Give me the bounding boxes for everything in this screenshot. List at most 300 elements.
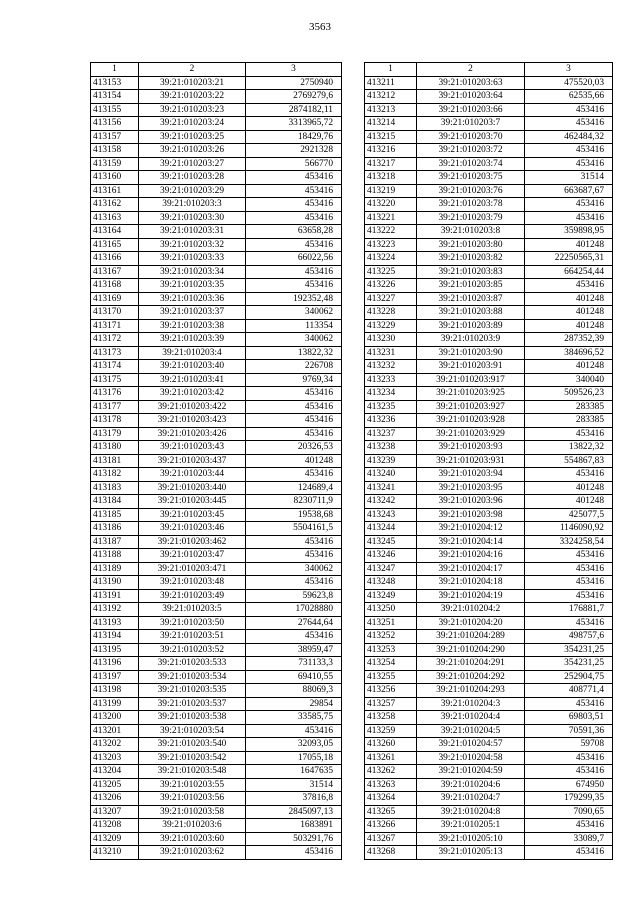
cell-value: 453416 (246, 468, 342, 482)
table-row (91, 819, 342, 833)
table-row (91, 657, 342, 671)
header-col-1: 1 (91, 63, 139, 77)
table-row (91, 103, 342, 117)
table-row (365, 306, 613, 320)
table-left (90, 62, 342, 860)
cell-cadastral-id: 39:21:010204:4 (417, 711, 525, 725)
cell-value: 59708 (525, 738, 613, 752)
table-row (91, 279, 342, 293)
table-row (91, 319, 342, 333)
cell-number: 413176 (91, 387, 139, 401)
cell-cadastral-id: 39:21:010204:57 (417, 738, 525, 752)
table-row (365, 643, 613, 657)
cell-cadastral-id: 39:21:010203:80 (417, 238, 525, 252)
cell-cadastral-id: 39:21:010204:8 (417, 805, 525, 819)
table-row (365, 279, 613, 293)
cell-cadastral-id: 39:21:010203:66 (417, 103, 525, 117)
cell-number: 413252 (365, 630, 417, 644)
cell-cadastral-id: 39:21:010203:48 (139, 576, 246, 590)
cell-number: 413174 (91, 360, 139, 374)
cell-value: 453416 (525, 846, 613, 860)
table-row (91, 76, 342, 90)
cell-cadastral-id: 39:21:010203:75 (417, 171, 525, 185)
cell-cadastral-id: 39:21:010205:13 (417, 846, 525, 860)
cell-value: 401248 (525, 481, 613, 495)
header-col-2: 2 (139, 63, 246, 77)
cell-cadastral-id: 39:21:010203:462 (139, 535, 246, 549)
table-row (91, 265, 342, 279)
cell-cadastral-id: 39:21:010203:79 (417, 211, 525, 225)
cell-cadastral-id: 39:21:010203:5 (139, 603, 246, 617)
cell-cadastral-id: 39:21:010203:28 (139, 171, 246, 185)
cell-cadastral-id: 39:21:010203:83 (417, 265, 525, 279)
table-row (365, 319, 613, 333)
cell-cadastral-id: 39:21:010203:548 (139, 765, 246, 779)
table-row (365, 400, 613, 414)
cell-cadastral-id: 39:21:010203:54 (139, 724, 246, 738)
cell-value: 509526,23 (525, 387, 613, 401)
cell-number: 413251 (365, 616, 417, 630)
cell-number: 413165 (91, 238, 139, 252)
cell-value: 453416 (246, 630, 342, 644)
cell-value: 1647635 (246, 765, 342, 779)
cell-cadastral-id: 39:21:010203:931 (417, 454, 525, 468)
cell-cadastral-id: 39:21:010204:3 (417, 697, 525, 711)
cell-cadastral-id: 39:21:010203:538 (139, 711, 246, 725)
cell-number: 413188 (91, 549, 139, 563)
table-row (365, 846, 613, 860)
cell-number: 413228 (365, 306, 417, 320)
cell-value: 32093,05 (246, 738, 342, 752)
table-row (91, 697, 342, 711)
cell-value: 179299,35 (525, 792, 613, 806)
cell-value: 453416 (525, 549, 613, 563)
table-row (91, 738, 342, 752)
cell-cadastral-id: 39:21:010203:440 (139, 481, 246, 495)
cell-number: 413253 (365, 643, 417, 657)
cell-number: 413191 (91, 589, 139, 603)
cell-value: 31514 (246, 778, 342, 792)
cell-cadastral-id: 39:21:010203:42 (139, 387, 246, 401)
cell-cadastral-id: 39:21:010203:8 (417, 225, 525, 239)
cell-value: 226708 (246, 360, 342, 374)
table-row (91, 481, 342, 495)
cell-number: 413154 (91, 90, 139, 104)
table-row (91, 468, 342, 482)
table-row (91, 184, 342, 198)
cell-number: 413182 (91, 468, 139, 482)
table-row (365, 522, 613, 536)
cell-value: 453416 (525, 765, 613, 779)
table-row (91, 333, 342, 347)
cell-number: 413184 (91, 495, 139, 509)
table-row (91, 549, 342, 563)
table-row (365, 832, 613, 846)
cell-cadastral-id: 39:21:010203:60 (139, 832, 246, 846)
cell-value: 70591,36 (525, 724, 613, 738)
table-row (365, 792, 613, 806)
cell-cadastral-id: 39:21:010203:47 (139, 549, 246, 563)
table-row (91, 427, 342, 441)
cell-cadastral-id: 39:21:010204:289 (417, 630, 525, 644)
cell-cadastral-id: 39:21:010204:14 (417, 535, 525, 549)
table-row (365, 211, 613, 225)
cell-value: 453416 (246, 427, 342, 441)
cell-number: 413167 (91, 265, 139, 279)
table-row (365, 333, 613, 347)
table-row (91, 670, 342, 684)
cell-number: 413180 (91, 441, 139, 455)
cell-number: 413261 (365, 751, 417, 765)
cell-value: 5504161,5 (246, 522, 342, 536)
table-row (91, 238, 342, 252)
table-row (365, 441, 613, 455)
cell-value: 19538,68 (246, 508, 342, 522)
cell-number: 413233 (365, 373, 417, 387)
cell-number: 413218 (365, 171, 417, 185)
cell-cadastral-id: 39:21:010203:537 (139, 697, 246, 711)
table-row (91, 211, 342, 225)
cell-value: 453416 (525, 427, 613, 441)
cell-number: 413232 (365, 360, 417, 374)
table-row (365, 481, 613, 495)
cell-cadastral-id: 39:21:010203:33 (139, 252, 246, 266)
cell-value: 453416 (246, 724, 342, 738)
table-row (365, 765, 613, 779)
table-row (365, 589, 613, 603)
cell-number: 413245 (365, 535, 417, 549)
cell-number: 413166 (91, 252, 139, 266)
cell-value: 401248 (525, 319, 613, 333)
cell-number: 413177 (91, 400, 139, 414)
cell-value: 401248 (525, 292, 613, 306)
cell-number: 413226 (365, 279, 417, 293)
cell-number: 413179 (91, 427, 139, 441)
cell-cadastral-id: 39:21:010203:85 (417, 279, 525, 293)
cell-cadastral-id: 39:21:010203:39 (139, 333, 246, 347)
cell-cadastral-id: 39:21:010204:6 (417, 778, 525, 792)
cell-cadastral-id: 39:21:010203:535 (139, 684, 246, 698)
table-row (365, 414, 613, 428)
table-row (91, 751, 342, 765)
cell-number: 413198 (91, 684, 139, 698)
table-row (91, 603, 342, 617)
cell-cadastral-id: 39:21:010203:50 (139, 616, 246, 630)
cell-cadastral-id: 39:21:010203:24 (139, 117, 246, 131)
cell-number: 413209 (91, 832, 139, 846)
table-row (365, 616, 613, 630)
cell-number: 413213 (365, 103, 417, 117)
cell-value: 453416 (525, 751, 613, 765)
cell-cadastral-id: 39:21:010203:56 (139, 792, 246, 806)
cell-value: 2769279,6 (246, 90, 342, 104)
cell-value: 192352,48 (246, 292, 342, 306)
table-row (365, 751, 613, 765)
cell-number: 413163 (91, 211, 139, 225)
cell-value: 2750940 (246, 76, 342, 90)
cell-number: 413265 (365, 805, 417, 819)
cell-number: 413224 (365, 252, 417, 266)
cell-number: 413178 (91, 414, 139, 428)
cell-number: 413227 (365, 292, 417, 306)
cell-value: 401248 (525, 360, 613, 374)
cell-cadastral-id: 39:21:010203:27 (139, 157, 246, 171)
cell-cadastral-id: 39:21:010203:51 (139, 630, 246, 644)
cell-value: 453416 (525, 697, 613, 711)
cell-number: 413210 (91, 846, 139, 860)
cell-value: 176881,7 (525, 603, 613, 617)
cell-cadastral-id: 39:21:010204:291 (417, 657, 525, 671)
cell-cadastral-id: 39:21:010203:41 (139, 373, 246, 387)
table-row (91, 130, 342, 144)
table-row (365, 144, 613, 158)
cell-number: 413223 (365, 238, 417, 252)
cell-cadastral-id: 39:21:010203:9 (417, 333, 525, 347)
cell-value: 69410,55 (246, 670, 342, 684)
cell-value: 453416 (246, 211, 342, 225)
table-row (91, 252, 342, 266)
table-row (91, 535, 342, 549)
table-header-row (365, 63, 613, 77)
cell-number: 413193 (91, 616, 139, 630)
cell-cadastral-id: 39:21:010203:88 (417, 306, 525, 320)
cell-cadastral-id: 39:21:010203:91 (417, 360, 525, 374)
page-number: 3563 (309, 21, 331, 33)
cell-value: 425077,5 (525, 508, 613, 522)
cell-value: 453416 (246, 846, 342, 860)
cell-number: 413196 (91, 657, 139, 671)
cell-number: 413221 (365, 211, 417, 225)
table-row (91, 171, 342, 185)
cell-value: 1146090,92 (525, 522, 613, 536)
cell-number: 413220 (365, 198, 417, 212)
cell-value: 8230711,9 (246, 495, 342, 509)
cell-cadastral-id: 39:21:010203:23 (139, 103, 246, 117)
cell-value: 453416 (246, 198, 342, 212)
cell-value: 88069,3 (246, 684, 342, 698)
table-row (365, 468, 613, 482)
cell-cadastral-id: 39:21:010203:70 (417, 130, 525, 144)
table-row (365, 130, 613, 144)
cell-cadastral-id: 39:21:010203:55 (139, 778, 246, 792)
table-row (91, 643, 342, 657)
cell-value: 13822,32 (246, 346, 342, 360)
cell-number: 413190 (91, 576, 139, 590)
cell-value: 13822,32 (525, 441, 613, 455)
cell-cadastral-id: 39:21:010203:422 (139, 400, 246, 414)
cell-cadastral-id: 39:21:010204:17 (417, 562, 525, 576)
cell-value: 3313965,72 (246, 117, 342, 131)
cell-number: 413202 (91, 738, 139, 752)
cell-value: 283385 (525, 414, 613, 428)
cell-value: 340040 (525, 373, 613, 387)
cell-cadastral-id: 39:21:010203:540 (139, 738, 246, 752)
cell-value: 340062 (246, 562, 342, 576)
cell-cadastral-id: 39:21:010203:72 (417, 144, 525, 158)
table-row (365, 292, 613, 306)
cell-cadastral-id: 39:21:010203:26 (139, 144, 246, 158)
table-row (365, 171, 613, 185)
cell-value: 664254,44 (525, 265, 613, 279)
cell-cadastral-id: 39:21:010203:36 (139, 292, 246, 306)
cell-cadastral-id: 39:21:010203:90 (417, 346, 525, 360)
cell-value: 453416 (246, 414, 342, 428)
cell-cadastral-id: 39:21:010203:46 (139, 522, 246, 536)
table-row (365, 657, 613, 671)
cell-number: 413243 (365, 508, 417, 522)
table-row (365, 711, 613, 725)
cell-cadastral-id: 39:21:010203:30 (139, 211, 246, 225)
table-row (365, 387, 613, 401)
cell-cadastral-id: 39:21:010205:10 (417, 832, 525, 846)
cell-number: 413238 (365, 441, 417, 455)
table-row (365, 184, 613, 198)
cell-cadastral-id: 39:21:010203:534 (139, 670, 246, 684)
cell-number: 413214 (365, 117, 417, 131)
cell-number: 413249 (365, 589, 417, 603)
cell-number: 413211 (365, 76, 417, 90)
cell-number: 413162 (91, 198, 139, 212)
table-row (91, 805, 342, 819)
cell-number: 413260 (365, 738, 417, 752)
table-row (91, 630, 342, 644)
cell-value: 453416 (525, 117, 613, 131)
table-row (91, 400, 342, 414)
cell-value: 2845097,13 (246, 805, 342, 819)
cell-cadastral-id: 39:21:010203:3 (139, 198, 246, 212)
cell-value: 29854 (246, 697, 342, 711)
cell-number: 413230 (365, 333, 417, 347)
cell-cadastral-id: 39:21:010204:290 (417, 643, 525, 657)
table-row (365, 90, 613, 104)
table-row (365, 630, 613, 644)
cell-number: 413170 (91, 306, 139, 320)
cell-cadastral-id: 39:21:010203:38 (139, 319, 246, 333)
cell-number: 413173 (91, 346, 139, 360)
cell-number: 413169 (91, 292, 139, 306)
cell-value: 663687,67 (525, 184, 613, 198)
table-row (365, 252, 613, 266)
cell-value: 1683891 (246, 819, 342, 833)
table-row (365, 738, 613, 752)
cell-cadastral-id: 39:21:010204:293 (417, 684, 525, 698)
cell-cadastral-id: 39:21:010203:98 (417, 508, 525, 522)
cell-number: 413186 (91, 522, 139, 536)
cell-cadastral-id: 39:21:010203:76 (417, 184, 525, 198)
cell-value: 62535,66 (525, 90, 613, 104)
table-row (365, 346, 613, 360)
cell-number: 413212 (365, 90, 417, 104)
cell-number: 413168 (91, 279, 139, 293)
table-row (91, 616, 342, 630)
cell-number: 413205 (91, 778, 139, 792)
cell-cadastral-id: 39:21:010203:37 (139, 306, 246, 320)
cell-value: 340062 (246, 306, 342, 320)
cell-number: 413244 (365, 522, 417, 536)
cell-number: 413194 (91, 630, 139, 644)
cell-value: 287352,39 (525, 333, 613, 347)
cell-value: 33089,7 (525, 832, 613, 846)
cell-value: 22250565,31 (525, 252, 613, 266)
table-row (365, 576, 613, 590)
cell-value: 453416 (525, 562, 613, 576)
cell-number: 413197 (91, 670, 139, 684)
table-row (91, 306, 342, 320)
cell-value: 475520,03 (525, 76, 613, 90)
cell-value: 453416 (525, 279, 613, 293)
cell-value: 7090,65 (525, 805, 613, 819)
cell-number: 413157 (91, 130, 139, 144)
cell-cadastral-id: 39:21:010203:31 (139, 225, 246, 239)
cell-number: 413239 (365, 454, 417, 468)
cell-value: 252904,75 (525, 670, 613, 684)
table-row (365, 562, 613, 576)
cell-cadastral-id: 39:21:010203:49 (139, 589, 246, 603)
table-row (91, 724, 342, 738)
cell-value: 453416 (246, 184, 342, 198)
table-row (365, 198, 613, 212)
cell-cadastral-id: 39:21:010204:16 (417, 549, 525, 563)
table-row (91, 198, 342, 212)
cell-cadastral-id: 39:21:010203:62 (139, 846, 246, 860)
cell-cadastral-id: 39:21:010204:59 (417, 765, 525, 779)
cell-cadastral-id: 39:21:010203:82 (417, 252, 525, 266)
cell-cadastral-id: 39:21:010203:437 (139, 454, 246, 468)
cell-number: 413204 (91, 765, 139, 779)
cell-number: 413248 (365, 576, 417, 590)
table-row (91, 765, 342, 779)
cell-value: 38959,47 (246, 643, 342, 657)
cell-cadastral-id: 39:21:010203:63 (417, 76, 525, 90)
cell-number: 413155 (91, 103, 139, 117)
table-row (91, 90, 342, 104)
cell-value: 453416 (525, 198, 613, 212)
cell-number: 413267 (365, 832, 417, 846)
cell-cadastral-id: 39:21:010204:2 (417, 603, 525, 617)
cell-value: 731133,3 (246, 657, 342, 671)
cell-value: 17055,18 (246, 751, 342, 765)
cell-number: 413219 (365, 184, 417, 198)
table-row (91, 846, 342, 860)
table-row (91, 292, 342, 306)
table-row (91, 360, 342, 374)
cell-value: 384696,52 (525, 346, 613, 360)
cell-number: 413264 (365, 792, 417, 806)
table-row (365, 724, 613, 738)
cell-number: 413187 (91, 535, 139, 549)
cell-number: 413229 (365, 319, 417, 333)
cell-value: 453416 (525, 211, 613, 225)
cell-cadastral-id: 39:21:010203:74 (417, 157, 525, 171)
cell-cadastral-id: 39:21:010203:45 (139, 508, 246, 522)
cell-value: 113354 (246, 319, 342, 333)
cell-number: 413159 (91, 157, 139, 171)
header-col-2: 2 (417, 63, 525, 77)
table-row (365, 778, 613, 792)
cell-cadastral-id: 39:21:010203:925 (417, 387, 525, 401)
table-row (365, 76, 613, 90)
cell-cadastral-id: 39:21:010203:471 (139, 562, 246, 576)
cell-cadastral-id: 39:21:010204:20 (417, 616, 525, 630)
cell-value: 33585,75 (246, 711, 342, 725)
cell-number: 413262 (365, 765, 417, 779)
cell-value: 453416 (246, 400, 342, 414)
table-row (365, 495, 613, 509)
cell-value: 408771,4 (525, 684, 613, 698)
cell-cadastral-id: 39:21:010203:22 (139, 90, 246, 104)
cell-value: 401248 (246, 454, 342, 468)
cell-value: 453416 (246, 387, 342, 401)
